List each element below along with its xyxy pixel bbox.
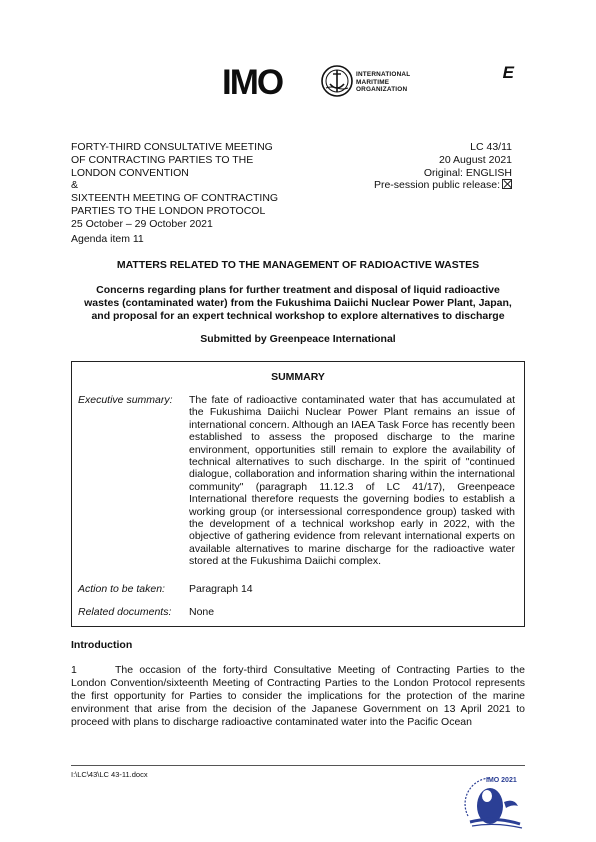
meeting-title: FORTY-THIRD CONSULTATIVE MEETING OF CONTRACTING PARTIES TO THE LONDON CONVENTION & SIXTEENTH MEETING OF CONTRACTING PARTIES TO THE LONDON PROTOCOL 25 October – 29 October 2021 bbox=[71, 141, 279, 230]
executive-summary-label: Executive summary: bbox=[78, 394, 173, 406]
related-documents-label: Related documents: bbox=[78, 606, 172, 618]
footer-divider bbox=[71, 765, 525, 766]
language-mark: E bbox=[502, 63, 514, 82]
executive-summary-text: The fate of radioactive contaminated water that has accumulated at the Fukushima Daiichi Nuclear Power Plant remains an issue of international concern. Although an IAEA Task Force has recently been established to assess the proposed discharge to the marine environment, opportunities still remain to explore the availability of technical alternatives to such discharge. In the spirit of "continued dialogue, collaboration and information sharing within the international community" (paragraph 11.12.3 of LC 41/17), Greenpeace International therefore requests the governing bodies to establish a working group (or intersessional correspondence group) tasked with the development of a technical workshop early in 2022, with the objective of gathering evidence from relevant international experts on available alternatives to marine discharge for the radioactive water stored at the Fukushima Daiichi complex. bbox=[189, 394, 515, 568]
imo-logo bbox=[222, 63, 411, 102]
release-checkbox bbox=[502, 179, 512, 189]
document-meta bbox=[374, 141, 512, 192]
action-label: Action to be taken: bbox=[78, 583, 165, 595]
document-symbol: LC 43/11 bbox=[470, 141, 512, 153]
submitted-by: Submitted by Greenpeace International bbox=[200, 333, 396, 345]
document-language: Original: ENGLISH bbox=[423, 166, 512, 179]
action-text: Paragraph 14 bbox=[189, 583, 253, 595]
public-release: Pre-session public release: bbox=[374, 179, 512, 192]
document-date: 20 August 2021 bbox=[439, 153, 512, 166]
paragraph-1 bbox=[71, 664, 525, 729]
footer-file-path: I:\LC\43\LC 43-11.docx bbox=[71, 770, 148, 779]
summary-heading: SUMMARY bbox=[271, 371, 325, 383]
introduction-heading: Introduction bbox=[71, 639, 133, 651]
imo-emblem-icon bbox=[320, 64, 354, 98]
imo-2021-emblem-icon bbox=[460, 772, 528, 830]
document-subtitle: Concerns regarding plans for further treatment and disposal of liquid radioactive wastes (contaminated water) from the Fukushima Daiichi Nuclear Power Plant, Japan, and proposal for an expert technical workshop to explore alternatives to discharge bbox=[84, 284, 512, 322]
paragraph-number: 1 bbox=[71, 664, 77, 676]
paragraph-text: The occasion of the forty-third Consultative Meeting of Contracting Parties to the London Convention/sixteenth Meeting of Contracting Parties to the London Protocol represents the first opportunity for Parties to consider the implications for the protection of the marine environment that arise from the decision of the Japanese Government on 13 April 2021 to proceed with plans to discharge radioactive contaminated water into the Pacific Ocean bbox=[71, 664, 525, 728]
agenda-item: Agenda item 11 bbox=[71, 233, 144, 245]
logo-letters: IMO bbox=[222, 63, 283, 102]
summary-box bbox=[71, 361, 525, 627]
logo-organization-name: INTERNATIONAL MARITIME ORGANIZATION bbox=[356, 71, 411, 94]
document-title: MATTERS RELATED TO THE MANAGEMENT OF RADIOACTIVE WASTES bbox=[116, 259, 480, 271]
emblem-text: IMO 2021 bbox=[486, 777, 517, 784]
related-documents-text: None bbox=[189, 606, 215, 618]
